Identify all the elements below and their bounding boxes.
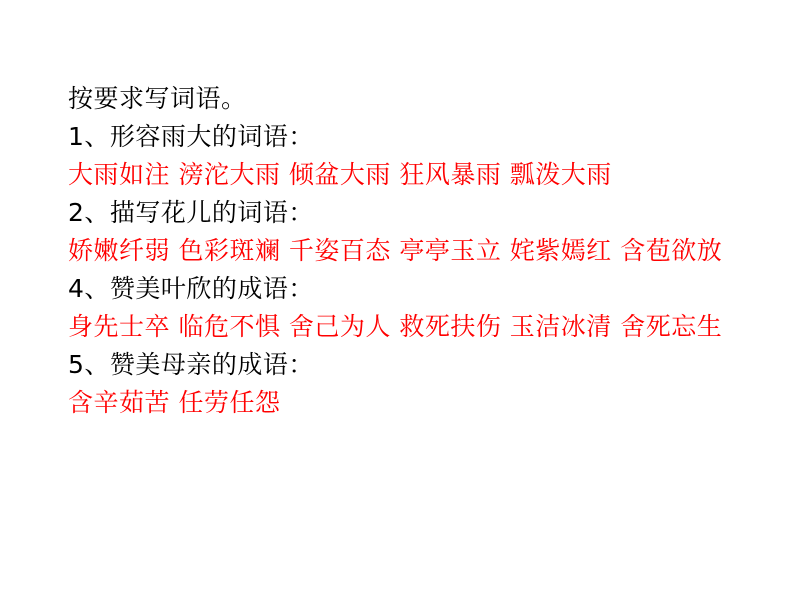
question-prompt-5: 5、赞美母亲的成语：	[68, 350, 314, 379]
question-answer-5: 含辛茹苦 任劳任怨	[68, 388, 281, 417]
question-answer-2: 娇嫩纤弱 色彩斑斓 千姿百态 亭亭玉立 姹紫嫣红 含苞欲放	[68, 236, 723, 265]
question-prompt-1: 1、形容雨大的词语：	[68, 122, 314, 151]
slide-content	[68, 80, 768, 422]
question-answer-4: 身先士卒 临危不惧 舍己为人 救死扶伤 玉洁冰清 舍死忘生	[68, 312, 723, 341]
question-prompt-4: 4、赞美叶欣的成语：	[68, 274, 314, 303]
slide-title: 按要求写词语。	[68, 84, 247, 113]
question-answer-1: 大雨如注 滂沱大雨 倾盆大雨 狂风暴雨 瓢泼大雨	[68, 160, 612, 189]
question-prompt-2: 2、描写花儿的词语：	[68, 198, 314, 227]
